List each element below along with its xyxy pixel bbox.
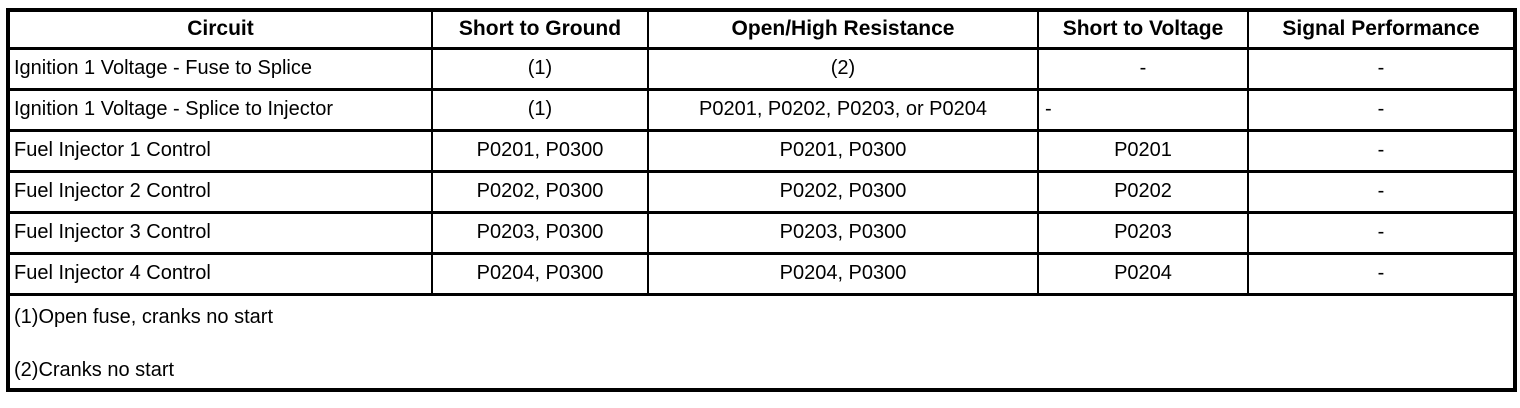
- cell-short-to-voltage: P0201: [1038, 130, 1248, 171]
- column-header-signal-performance: Signal Performance: [1248, 10, 1515, 48]
- cell-signal-performance: -: [1248, 212, 1515, 253]
- cell-short-to-voltage: P0204: [1038, 253, 1248, 294]
- cell-signal-performance: -: [1248, 130, 1515, 171]
- column-header-short-to-voltage: Short to Voltage: [1038, 10, 1248, 48]
- cell-open-high-resistance: P0202, P0300: [648, 171, 1038, 212]
- cell-open-high-resistance: P0201, P0300: [648, 130, 1038, 171]
- table-row: [8, 89, 1515, 130]
- cell-open-high-resistance: P0201, P0202, P0203, or P0204: [648, 89, 1038, 130]
- cell-short-to-ground: P0203, P0300: [432, 212, 648, 253]
- table-row: [8, 48, 1515, 89]
- table-row: [8, 130, 1515, 171]
- table-row: [8, 212, 1515, 253]
- cell-open-high-resistance: P0203, P0300: [648, 212, 1038, 253]
- column-header-circuit: Circuit: [8, 10, 432, 48]
- table-row: [8, 171, 1515, 212]
- table-row: [8, 253, 1515, 294]
- cell-open-high-resistance: P0204, P0300: [648, 253, 1038, 294]
- column-header-short-to-ground: Short to Ground: [432, 10, 648, 48]
- cell-circuit: Ignition 1 Voltage - Fuse to Splice: [8, 48, 432, 89]
- cell-short-to-voltage: P0203: [1038, 212, 1248, 253]
- footnotes-cell: [8, 294, 1515, 390]
- cell-signal-performance: -: [1248, 89, 1515, 130]
- footnotes-row: [8, 294, 1515, 390]
- cell-circuit: Fuel Injector 4 Control: [8, 253, 432, 294]
- cell-short-to-ground: (1): [432, 89, 648, 130]
- cell-short-to-voltage: P0202: [1038, 171, 1248, 212]
- cell-circuit: Fuel Injector 3 Control: [8, 212, 432, 253]
- cell-open-high-resistance: (2): [648, 48, 1038, 89]
- cell-short-to-ground: P0202, P0300: [432, 171, 648, 212]
- cell-short-to-voltage: -: [1038, 89, 1248, 130]
- cell-short-to-ground: P0201, P0300: [432, 130, 648, 171]
- cell-signal-performance: -: [1248, 171, 1515, 212]
- cell-signal-performance: -: [1248, 253, 1515, 294]
- dtc-circuit-table: [6, 8, 1517, 392]
- cell-circuit: Ignition 1 Voltage - Splice to Injector: [8, 89, 432, 130]
- footnote-1: (1)Open fuse, cranks no start: [14, 305, 274, 328]
- cell-circuit: Fuel Injector 1 Control: [8, 130, 432, 171]
- cell-circuit: Fuel Injector 2 Control: [8, 171, 432, 212]
- column-header-open-high-resistance: Open/High Resistance: [648, 10, 1038, 48]
- cell-short-to-ground: P0204, P0300: [432, 253, 648, 294]
- cell-signal-performance: -: [1248, 48, 1515, 89]
- cell-short-to-ground: (1): [432, 48, 648, 89]
- footnote-2: (2)Cranks no start: [14, 358, 175, 381]
- cell-short-to-voltage: -: [1038, 48, 1248, 89]
- header-row: [8, 10, 1515, 48]
